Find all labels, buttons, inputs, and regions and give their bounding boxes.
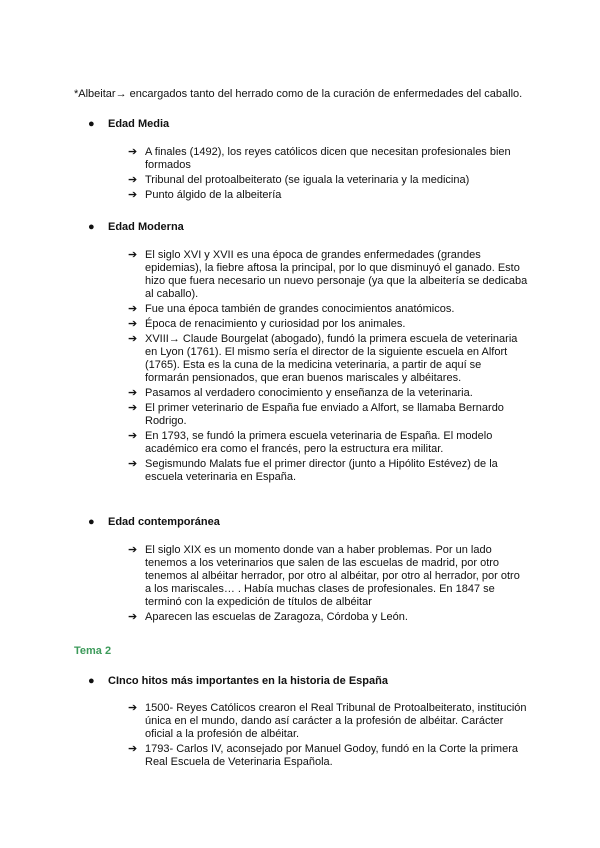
list-cinco-hitos <box>128 702 528 769</box>
bullet-icon: ● <box>88 675 95 687</box>
tema-label: Tema 2 <box>74 645 112 657</box>
list-item <box>128 387 528 400</box>
section-heading: CInco hitos más importantes en la historia de España <box>108 675 388 687</box>
section-heading: Edad contemporánea <box>108 516 220 528</box>
list-item <box>128 458 528 484</box>
list-item-text: En 1793, se fundó la primera escuela veterinaria de España. El modelo académico era como el francés, pero la estructura era militar. <box>145 430 493 455</box>
list-item <box>128 318 528 331</box>
list-item <box>128 402 528 428</box>
list-item-text: A finales (1492), los reyes católicos dicen que necesitan profesionales bien formados <box>145 146 511 171</box>
list-item <box>128 249 528 301</box>
intro-line: *Albeitar→ encargados tanto del herrado como de la curación de enfermedades del caballo. <box>74 88 523 100</box>
bullet-icon: ● <box>88 118 95 130</box>
list-item <box>128 743 528 769</box>
list-item-text: XVIII→ Claude Bourgelat (abogado), fundó la primera escuela de veterinaria en Lyon (1761). El mismo sería el director de la siguiente escuela en Alfort (1765). Esta es la cuna de la medicina veterinaria, a partir de aquí se formarán pensionados, que eran buenos mariscales y albéitares. <box>145 333 518 384</box>
bullet-icon: ● <box>88 516 95 528</box>
list-item-text: El siglo XIX es un momento donde van a haber problemas. Por un lado tenemos a los veterinarios que salen de las escuelas de madrid, por otro tenemos al albéitar herrador, por otro al albéitar, por otro al herrador, por otro a los mariscales… . Había muchas clases de profesionales. En 1847 se terminó con la expedición de títulos de albéitar <box>145 544 520 608</box>
list-item <box>128 611 528 624</box>
arrow-icon: ➔ <box>128 189 138 201</box>
list-item-text: Segismundo Malats fue el primer director (junto a Hipólito Estévez) de la escuela veterinaria en España. <box>145 458 498 483</box>
list-item-text: Punto álgido de la albeitería <box>145 189 282 201</box>
list-item-text: El primer veterinario de España fue enviado a Alfort, se llamaba Bernardo Rodrigo. <box>145 402 504 427</box>
list-item-text: 1793- Carlos IV, aconsejado por Manuel Godoy, fundó en la Corte la primera Real Escuela de Veterinaria Española. <box>145 743 518 768</box>
list-item <box>128 189 528 202</box>
arrow-icon: ➔ <box>128 174 138 186</box>
list-item <box>128 702 528 741</box>
list-item <box>128 174 528 187</box>
list-item-text: 1500- Reyes Católicos crearon el Real Tribunal de Protoalbeiterato, institución única en el mundo, dando así carácter a la profesión de albéitar. Carácter oficial a la profesión de albéitar. <box>145 702 527 740</box>
list-item-text: Aparecen las escuelas de Zaragoza, Córdoba y León. <box>145 611 408 623</box>
bullet-icon: ● <box>88 221 95 233</box>
list-item-text: El siglo XVI y XVII es una época de grandes enfermedades (grandes epidemias), la fiebre aftosa la principal, por lo que disminuyó el ganado. Esto hizo que fuera necesario un nuevo personaje (ya que la albeitería se dedicaba al caballo). <box>145 249 528 300</box>
list-item <box>128 544 528 609</box>
list-edad-contemporanea <box>128 544 528 624</box>
list-item-text: Tribunal del protoalbeiterato (se iguala la veterinaria y la medicina) <box>145 174 470 186</box>
list-item-text: Fue una época también de grandes conocimientos anatómicos. <box>145 303 455 315</box>
arrow-icon: ➔ <box>128 544 138 556</box>
list-item-text: Pasamos al verdadero conocimiento y enseñanza de la veterinaria. <box>145 387 473 399</box>
arrow-icon: ➔ <box>128 387 138 399</box>
list-item <box>128 430 528 456</box>
section-heading: Edad Moderna <box>108 221 184 233</box>
arrow-icon: ➔ <box>128 333 138 345</box>
section-heading: Edad Media <box>108 118 170 130</box>
arrow-icon: ➔ <box>128 402 138 414</box>
arrow-icon: ➔ <box>128 303 138 315</box>
arrow-icon: ➔ <box>128 146 138 158</box>
arrow-icon: ➔ <box>128 743 138 755</box>
list-item <box>128 303 528 316</box>
arrow-icon: ➔ <box>128 318 138 330</box>
list-edad-media <box>128 146 528 202</box>
list-item <box>128 146 528 172</box>
list-item <box>128 333 528 385</box>
arrow-icon: ➔ <box>128 702 138 714</box>
arrow-icon: ➔ <box>128 249 138 261</box>
arrow-icon: ➔ <box>128 458 138 470</box>
list-item-text: Época de renacimiento y curiosidad por los animales. <box>145 318 406 330</box>
arrow-icon: ➔ <box>128 430 138 442</box>
list-edad-moderna <box>128 249 528 484</box>
arrow-icon: ➔ <box>128 611 138 623</box>
